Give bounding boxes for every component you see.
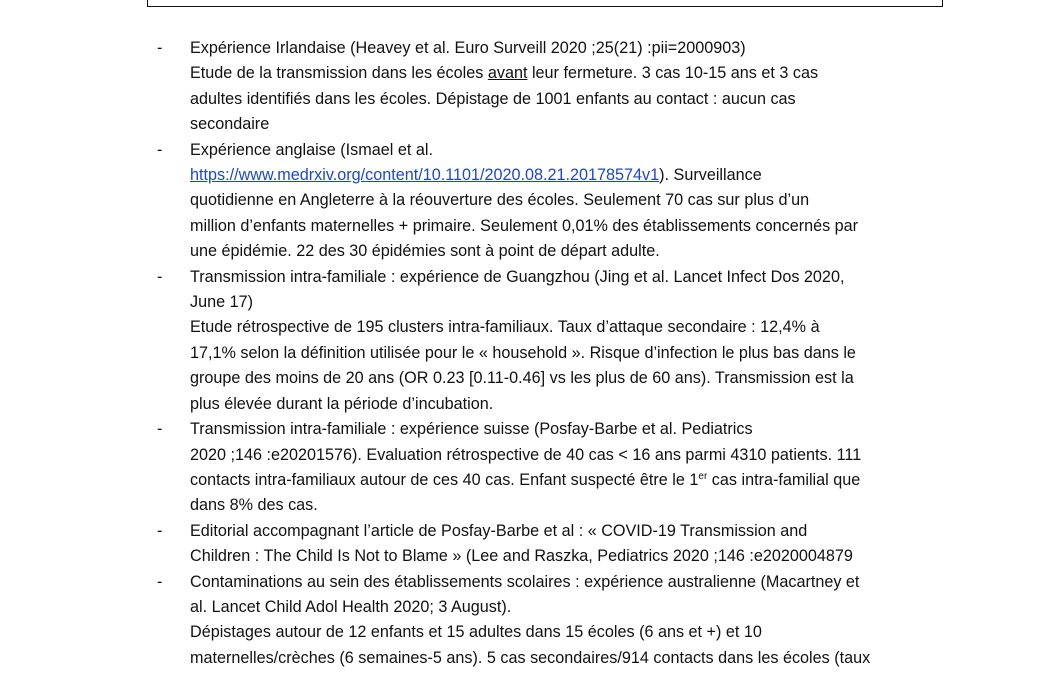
item-6-line-2: al. Lancet Child Adol Health 2020; 3 August). bbox=[190, 597, 512, 616]
document-body bbox=[0, 36, 1058, 671]
list-item bbox=[0, 265, 1058, 417]
item-6-line-3: Dépistages autour de 12 enfants et 15 adultes dans 15 écoles (6 ans et +) et 10 bbox=[190, 623, 762, 642]
superscript: er bbox=[698, 470, 708, 482]
item-3-line-2: June 17) bbox=[190, 293, 253, 312]
item-5-line-1: Editorial accompagnant l’article de Posfay-Barbe et al : « COVID-19 Transmission and bbox=[190, 521, 808, 540]
item-2-line-4: million d’enfants maternelles + primaire. Seulement 0,01% des établissements concernés par bbox=[190, 216, 859, 235]
list-item bbox=[0, 36, 1058, 138]
bullet-dash: - bbox=[157, 39, 163, 57]
bullet-dash: - bbox=[157, 267, 163, 286]
list-item bbox=[0, 570, 1058, 672]
list-item bbox=[0, 138, 1058, 265]
item-4-line-4: dans 8% des cas. bbox=[190, 496, 318, 515]
item-6-line-4: maternelles/crèches (6 semaines-5 ans). 5 cas secondaires/914 contacts dans les écoles (taux bbox=[190, 648, 871, 667]
bullet-dash: - bbox=[157, 140, 163, 159]
item-1-line-1: Expérience Irlandaise (Heavey et al. Euro Surveill 2020 ;25(21) :pii=2000903) bbox=[190, 39, 746, 57]
bullet-dash: - bbox=[157, 420, 163, 439]
item-1-line-3: adultes identifiés dans les écoles. Dépistage de 1001 enfants au contact : aucun cas bbox=[190, 89, 796, 108]
item-3-line-3: Etude rétrospective de 195 clusters intra-familiaux. Taux d’attaque secondaire : 12,4% à bbox=[190, 318, 820, 337]
list-item bbox=[0, 417, 1058, 519]
item-2-line-3: quotidienne en Angleterre à la réouverture des écoles. Seulement 70 cas sur plus d’un bbox=[190, 191, 810, 210]
bullet-dash: - bbox=[157, 572, 163, 591]
item-5-line-2: Children : The Child Is Not to Blame » (Lee and Raszka, Pediatrics 2020 ;146 :e2020004879 bbox=[190, 547, 853, 566]
bullet-dash: - bbox=[157, 521, 163, 540]
top-bordered-box bbox=[147, 0, 943, 7]
item-3-line-4: 17,1% selon la définition utilisée pour le « household ». Risque d’infection le plus bas dans le bbox=[190, 343, 856, 362]
item-4-line-1: Transmission intra-familiale : expérience suisse (Posfay-Barbe et al. Pediatrics bbox=[190, 420, 753, 439]
item-3-line-5: groupe des moins de 20 ans (OR 0.23 [0.11-0.46] vs les plus de 60 ans). Transmission est la bbox=[190, 369, 854, 388]
underlined-word: avant bbox=[487, 64, 528, 83]
item-1-line-2: Etude de la transmission dans les écoles avant leur fermeture. 3 cas 10-15 ans et 3 cas bbox=[190, 64, 819, 83]
item-4-line-2: 2020 ;146 :e20201576). Evaluation rétrospective de 40 cas < 16 ans parmi 4310 patients. 111 bbox=[190, 445, 862, 464]
item-2-line-2: https://www.medrxiv.org/content/10.1101/2020.08.21.20178574v1). Surveillance bbox=[190, 166, 762, 185]
list-item bbox=[0, 519, 1058, 570]
item-2-line-5: une épidémie. 22 des 30 épidémies sont à point de départ adulte. bbox=[190, 242, 660, 261]
item-6-line-1: Contaminations au sein des établissements scolaires : expérience australienne (Macartney et bbox=[190, 572, 860, 591]
item-3-line-1: Transmission intra-familiale : expérience de Guangzhou (Jing et al. Lancet Infect Dos 2020, bbox=[190, 267, 845, 286]
item-2-line-1: Expérience anglaise (Ismael et al. bbox=[190, 140, 433, 159]
medrxiv-link[interactable]: https://www.medrxiv.org/content/10.1101/2020.08.21.20178574v1 bbox=[190, 166, 660, 185]
item-1-line-4: secondaire bbox=[190, 115, 270, 134]
item-4-line-3: contacts intra-familiaux autour de ces 40 cas. Enfant suspecté être le 1er cas intra-familial que bbox=[190, 470, 861, 489]
item-3-line-6: plus élevée durant la période d’incubation. bbox=[190, 394, 494, 413]
